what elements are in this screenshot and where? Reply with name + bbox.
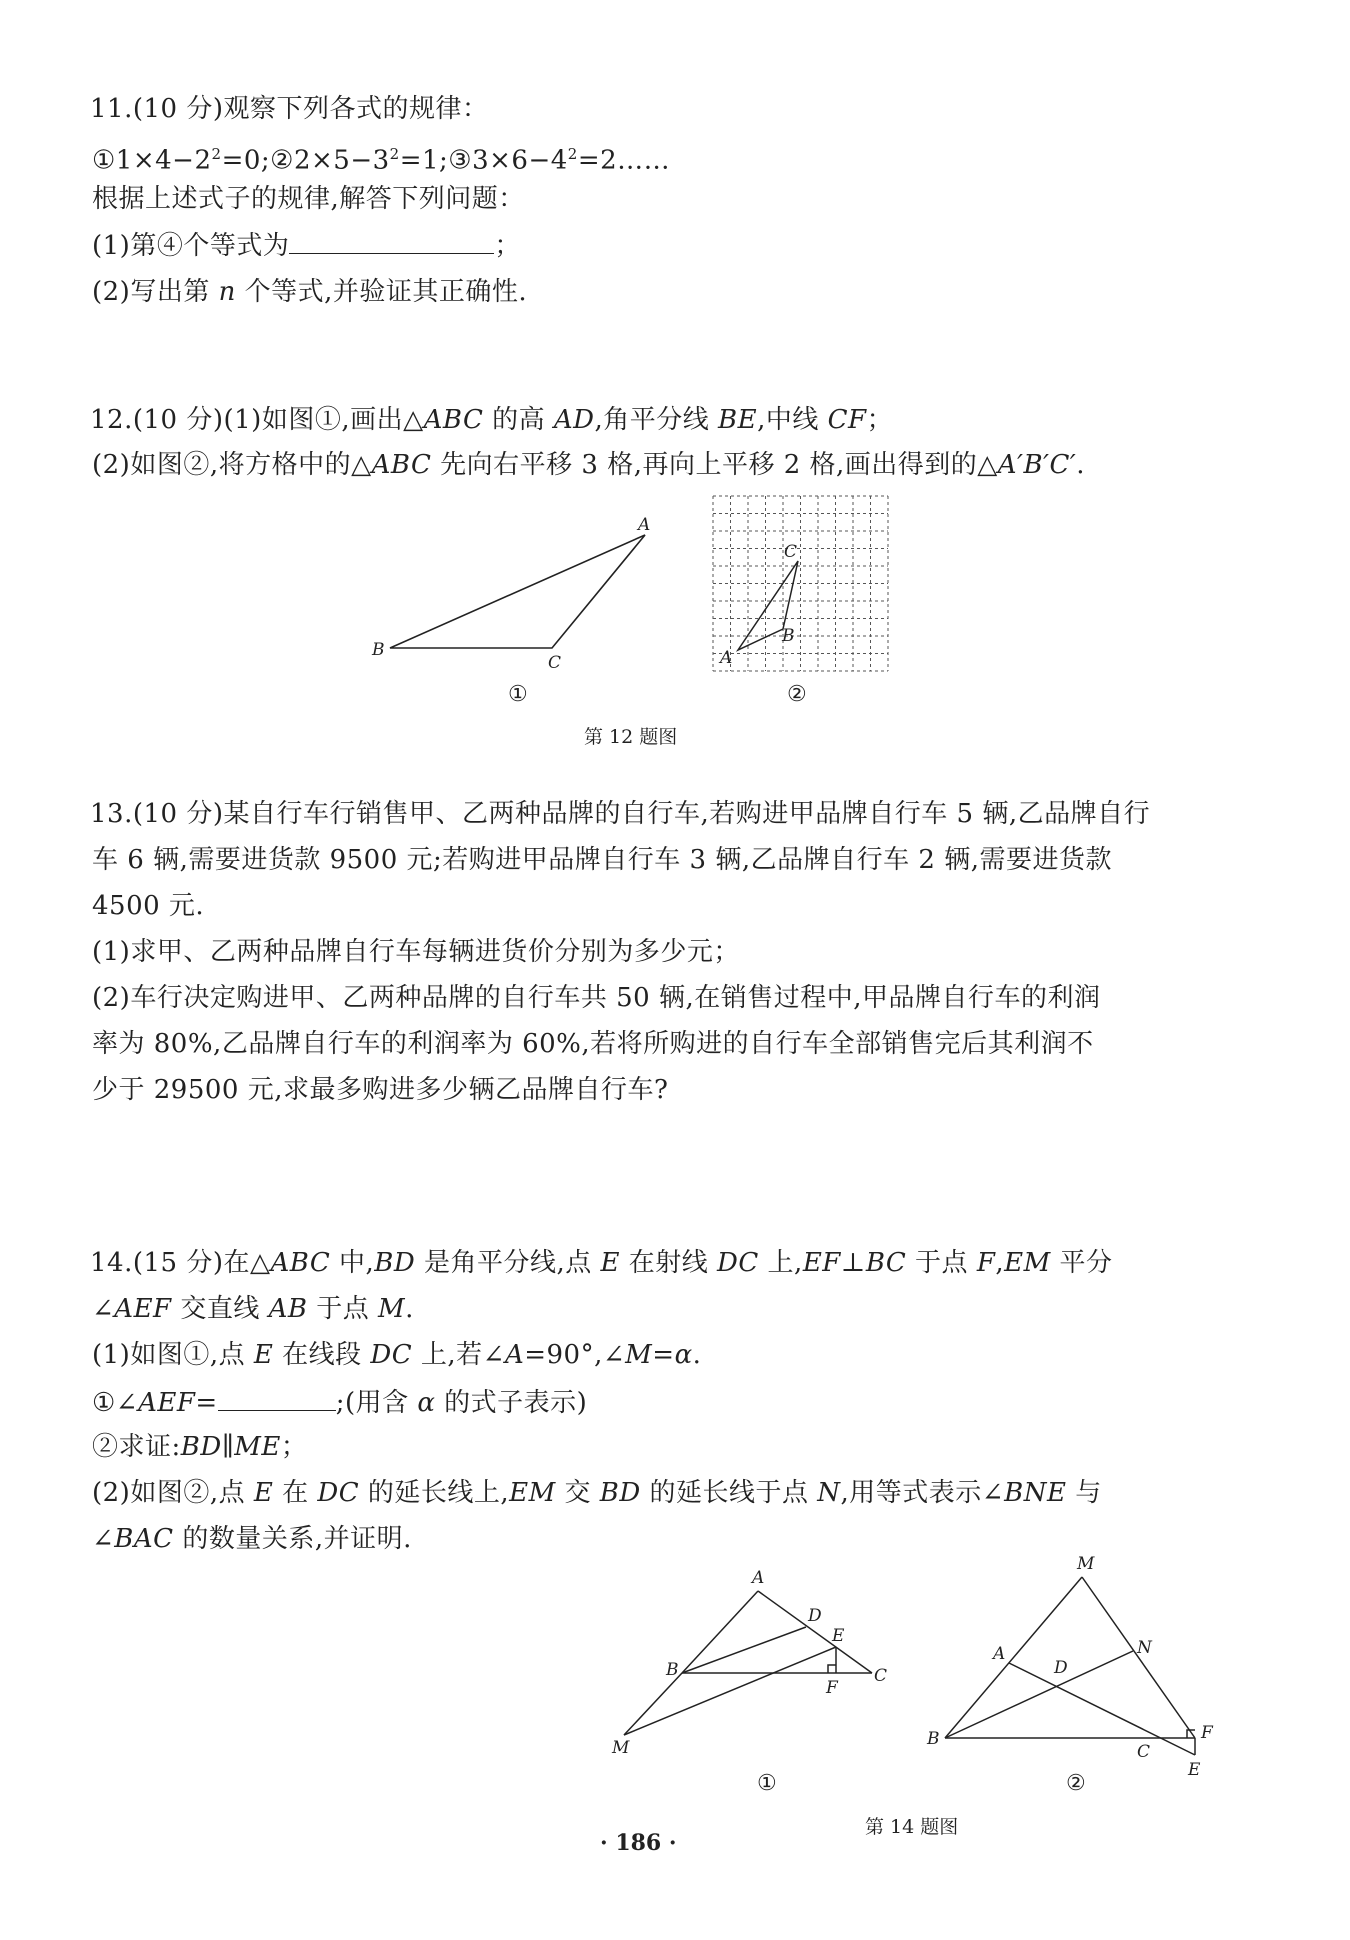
q14-f2-label-c: C	[1137, 1742, 1151, 1762]
q13-line7: 少于 29500 元,求最多购进多少辆乙品牌自行车?	[92, 1075, 669, 1105]
q14-caption: 第 14 题图	[865, 1816, 959, 1838]
q12-fig1-label-b: B	[372, 640, 385, 660]
q14-l6-g: 与	[1066, 1478, 1102, 1508]
q14-l3-e: E	[253, 1340, 274, 1370]
q14-l6-bd: BD	[599, 1478, 641, 1508]
q14-l5-me: ME	[234, 1432, 281, 1462]
q14-l1-h: 于点	[906, 1248, 977, 1278]
q14-l4-d: 的式子表示)	[435, 1388, 588, 1418]
q14-l1-bc: BC	[865, 1248, 907, 1278]
q14-f1-label-d: D	[808, 1606, 822, 1626]
q14-f1-label-a: A	[752, 1568, 765, 1588]
q14-l4-b: =	[195, 1388, 218, 1418]
q12-l2-a: (2)如图②,将方格中的△	[92, 450, 372, 480]
q13-line3: 4500 元.	[92, 891, 205, 921]
q14-f2-label-d: D	[1054, 1658, 1068, 1678]
q14-l1-e: E	[600, 1248, 621, 1278]
q14-f2-seg-ae	[1009, 1663, 1195, 1755]
q14-f2-label-f: F	[1201, 1723, 1213, 1743]
q14-l7-bac: BAC	[114, 1524, 174, 1554]
q14-l6-em: EM	[509, 1478, 556, 1508]
q14-l7-b: 的数量关系,并证明.	[173, 1524, 412, 1554]
q14-l4-aef: AEF	[138, 1388, 196, 1418]
q12-fig2-label-b: B	[782, 626, 795, 646]
q14-line7	[92, 1522, 412, 1556]
q14-l6-dc: DC	[317, 1478, 360, 1508]
q13-line6: 率为 80%,乙品牌自行车的利润率为 60%,若将所购进的自行车全部销售完后其利润不	[92, 1029, 1094, 1059]
q14-l1-i: ,	[995, 1248, 1005, 1278]
q12-figure-2	[712, 495, 892, 675]
q14-l7-a: ∠	[92, 1524, 115, 1554]
q12-l1-e: ；	[866, 405, 894, 435]
q14-l3-a: (1)如图①,点	[92, 1340, 254, 1370]
q12-fig2-label: ②	[787, 682, 807, 707]
q14-f1-label-m: M	[612, 1738, 630, 1758]
q14-answer-blank[interactable]	[218, 1384, 336, 1411]
q14-l6-f: ,用等式表示∠	[840, 1478, 1005, 1508]
q12-fig2-label-a: A	[720, 648, 733, 668]
q12-l1-c: ,角平分线	[594, 405, 719, 435]
q11-part1	[92, 227, 521, 263]
q11-part1-suffix: ；	[494, 231, 521, 261]
q14-l2-a: ∠	[92, 1294, 115, 1324]
q14-l6-a: (2)如图②,点	[92, 1478, 254, 1508]
q14-l1-abc: ABC	[270, 1248, 331, 1278]
q14-l1-f: 上,	[758, 1248, 803, 1278]
q14-l1-j: 平分	[1050, 1248, 1113, 1278]
q14-l5-bd: BD	[180, 1432, 222, 1462]
q14-l5-a: ②求证:	[92, 1432, 181, 1462]
q14-f1-label-f: F	[826, 1678, 838, 1698]
q14-l6-bne: BNE	[1004, 1478, 1067, 1508]
q11-eq2-rest: =1;③3×6−4	[399, 145, 568, 176]
q14-l1-em: EM	[1004, 1248, 1051, 1278]
q12-figure-1	[360, 510, 660, 673]
q14-figure-1	[600, 1565, 888, 1765]
q11-part2-a: (2)写出第	[92, 277, 219, 307]
q12-l1-d: ,中线	[757, 405, 828, 435]
q12-l1-b: 的高	[483, 405, 554, 435]
q14-l4-a: ①∠	[92, 1388, 139, 1418]
q14-l5-b: ∥	[221, 1432, 235, 1462]
q12-caption: 第 12 题图	[584, 726, 678, 748]
q14-f1-label-b: B	[666, 1660, 679, 1680]
q14-l3-alpha: α	[674, 1340, 693, 1370]
q11-eq1-rest: =0;②2×5−3	[221, 145, 390, 176]
q14-l4-c: ;(用含	[335, 1388, 418, 1418]
q12-fig1-label: ①	[508, 682, 528, 707]
q14-figure-2	[925, 1555, 1225, 1795]
q12-l2-b: 先向右平移 3 格,再向上平移 2 格,画出得到的△	[431, 450, 998, 480]
q14-f2-label-a: A	[993, 1644, 1006, 1664]
q12-l1-a: 12.(10 分)(1)如图①,画出△	[90, 405, 424, 435]
q14-l2-c: 于点	[307, 1294, 379, 1324]
q11-eq3-rest: =2……	[577, 145, 671, 176]
q14-f1-seg-bm	[624, 1673, 682, 1735]
q12-l2-abc: ABC	[371, 450, 432, 480]
q12-line1	[90, 403, 893, 437]
q14-l1-F: F	[976, 1248, 996, 1278]
q14-f1-seg-em	[624, 1647, 836, 1735]
q11-eq2-exp: 2	[389, 145, 400, 163]
q14-l4-alpha: α	[417, 1388, 436, 1418]
q14-l2-ab: AB	[268, 1294, 308, 1324]
q14-line2	[92, 1292, 414, 1326]
q14-l2-b: 交直线	[171, 1294, 269, 1324]
q14-f2-label-m: M	[1077, 1554, 1095, 1574]
q14-line3	[92, 1338, 701, 1372]
page-number: · 186 ·	[600, 1830, 677, 1856]
q11-part2-n: n	[218, 277, 236, 307]
q14-l3-b: 在线段	[273, 1340, 371, 1370]
q14-l3-M: M	[625, 1340, 653, 1370]
q11-equations	[92, 137, 670, 178]
q14-l1-g: ⊥	[840, 1248, 866, 1278]
q14-l6-n: N	[817, 1478, 841, 1508]
q12-line2	[92, 448, 1085, 482]
q14-l1-ef: EF	[802, 1248, 841, 1278]
q14-l1-bd: BD	[374, 1248, 416, 1278]
q12-l2-c: .	[1076, 450, 1086, 480]
q14-l6-c: 的延长线上,	[359, 1478, 510, 1508]
q14-l2-aef: AEF	[114, 1294, 172, 1324]
q14-l5-c: ；	[280, 1432, 308, 1462]
q14-line1	[90, 1246, 1113, 1280]
q14-fig2-label: ②	[1066, 1771, 1086, 1796]
q14-l3-c: 上,若∠	[412, 1340, 505, 1370]
q14-l3-dc: DC	[370, 1340, 413, 1370]
q12-grid	[713, 496, 888, 671]
q12-fig1-label-c: C	[548, 653, 562, 673]
q14-l2-d: .	[405, 1294, 414, 1324]
q14-f1-label-e: E	[832, 1626, 845, 1646]
q11-part2	[92, 275, 527, 309]
q14-l1-d: 在射线	[620, 1248, 718, 1278]
q11-eq1-exp: 2	[211, 145, 222, 163]
q11-eq3-exp: 2	[567, 145, 578, 163]
q11-answer-blank[interactable]	[289, 227, 494, 254]
q14-l1-dc: DC	[717, 1248, 759, 1278]
q14-fig1-label: ①	[757, 1771, 777, 1796]
q11-intro: 根据上述式子的规律,解答下列问题：	[92, 184, 525, 214]
q13-line5: (2)车行决定购进甲、乙两种品牌的自行车共 50 辆,在销售过程中,甲品牌自行车的利润	[92, 983, 1101, 1013]
q14-line5	[92, 1430, 307, 1464]
q14-f1-seg-bd	[682, 1627, 806, 1673]
q12-l1-cf: CF	[827, 405, 867, 435]
q14-l1-b: 中,	[330, 1248, 375, 1278]
q11-part1-prefix: (1)第④个等式为	[92, 231, 290, 261]
q14-l1-a: 14.(15 分)在△	[90, 1248, 271, 1278]
q13-line4: (1)求甲、乙两种品牌自行车每辆进货价分别为多少元；	[92, 937, 740, 967]
q12-l2-prime: A′B′C′	[997, 450, 1077, 480]
q11-title: 11.(10 分)观察下列各式的规律：	[90, 94, 489, 124]
q14-f2-label-b: B	[927, 1729, 940, 1749]
q14-f1-label-c: C	[874, 1666, 888, 1686]
q14-l6-d: 交	[555, 1478, 600, 1508]
q13-line1: 13.(10 分)某自行车行销售甲、乙两种品牌的自行车,若购进甲品牌自行车 5 辆,乙品牌自行	[90, 799, 1151, 829]
q14-l1-c: 是角平分线,点	[415, 1248, 601, 1278]
q12-l1-be: BE	[718, 405, 758, 435]
q14-f1-seg-ac	[758, 1591, 872, 1673]
q14-l6-b: 在	[273, 1478, 318, 1508]
q12-fig1-label-a: A	[638, 515, 651, 535]
q14-f2-label-e: E	[1188, 1760, 1201, 1780]
q11-part2-b: 个等式,并验证其正确性.	[235, 277, 528, 307]
q14-l3-f: .	[692, 1340, 702, 1370]
q14-l6-e2: 的延长线于点	[640, 1478, 818, 1508]
q13-line2: 车 6 辆,需要进货款 9500 元;若购进甲品牌自行车 3 辆,乙品牌自行车 2 辆,需要进货款	[92, 845, 1112, 875]
q12-fig2-label-c: C	[784, 542, 798, 562]
q14-l2-m: M	[378, 1294, 406, 1324]
q14-l3-d: =90°,∠	[524, 1340, 626, 1370]
q14-f1-seg-ab	[682, 1591, 758, 1673]
q12-l1-ad: AD	[553, 405, 595, 435]
q12-l1-abc: ABC	[423, 405, 484, 435]
q11-eq1: ①1×4−2	[92, 145, 212, 176]
q14-line6	[92, 1476, 1102, 1510]
q12-fig1-triangle	[390, 535, 645, 648]
q14-l3-e2: =	[652, 1340, 675, 1370]
q14-f2-seg-bn	[945, 1651, 1133, 1738]
q14-l3-A: A	[504, 1340, 525, 1370]
q14-l6-e: E	[253, 1478, 274, 1508]
q14-f1-right-angle	[828, 1665, 836, 1673]
q14-line4	[92, 1384, 587, 1420]
q14-f2-label-n: N	[1137, 1638, 1152, 1658]
